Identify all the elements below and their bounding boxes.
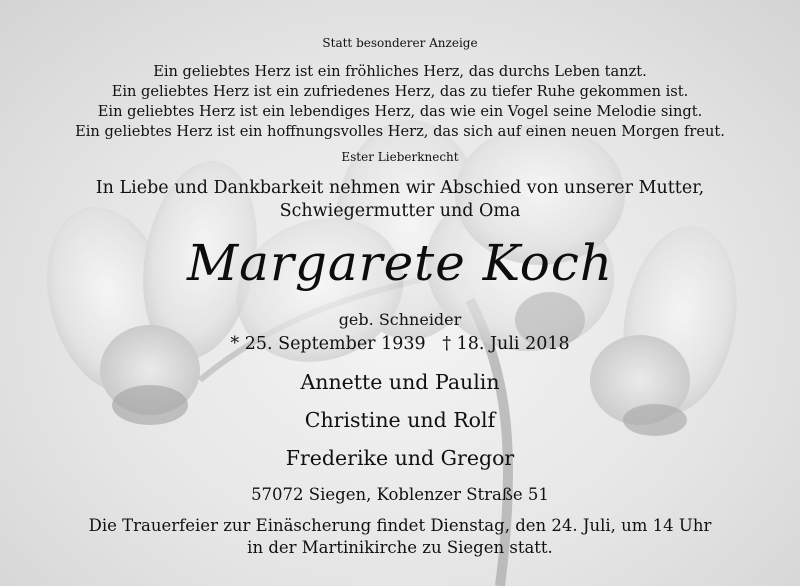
family-line-1: Annette und Paulin [300,370,500,394]
life-dates: * 25. September 1939 † 18. Juli 2018 [230,334,570,354]
intro-line-2: Schwiegermutter und Oma [279,201,521,221]
poem-line-3: Ein geliebtes Herz ist ein lebendiges Herz, das wie ein Vogel seine Melodie singt. [97,103,703,120]
birth-name: geb. Schneider [338,310,462,329]
notice-type: Statt besonderer Anzeige [322,36,478,50]
deceased-name: Margarete Koch [186,234,614,292]
service-line-2: in der Martinikirche zu Siegen statt. [247,538,553,557]
family-line-2: Christine und Rolf [304,408,496,432]
service-line-1: Die Trauerfeier zur Einäscherung findet Dienstag, den 24. Juli, um 14 Uhr [88,516,712,535]
poem-line-4: Ein geliebtes Herz ist ein hoffnungsvolles Herz, das sich auf einen neuen Morgen freut. [75,123,725,140]
family-line-3: Frederike und Gregor [285,446,515,470]
poem-line-2: Ein geliebtes Herz ist ein zufriedenes Herz, das zu tiefer Ruhe gekommen ist. [111,83,689,100]
poem-line-1: Ein geliebtes Herz ist ein fröhliches Herz, das durchs Leben tanzt. [153,63,647,80]
poem-author: Ester Lieberknecht [341,150,459,164]
intro-line-1: In Liebe und Dankbarkeit nehmen wir Abschied von unserer Mutter, [95,178,705,198]
address: 57072 Siegen, Koblenzer Straße 51 [251,485,549,504]
